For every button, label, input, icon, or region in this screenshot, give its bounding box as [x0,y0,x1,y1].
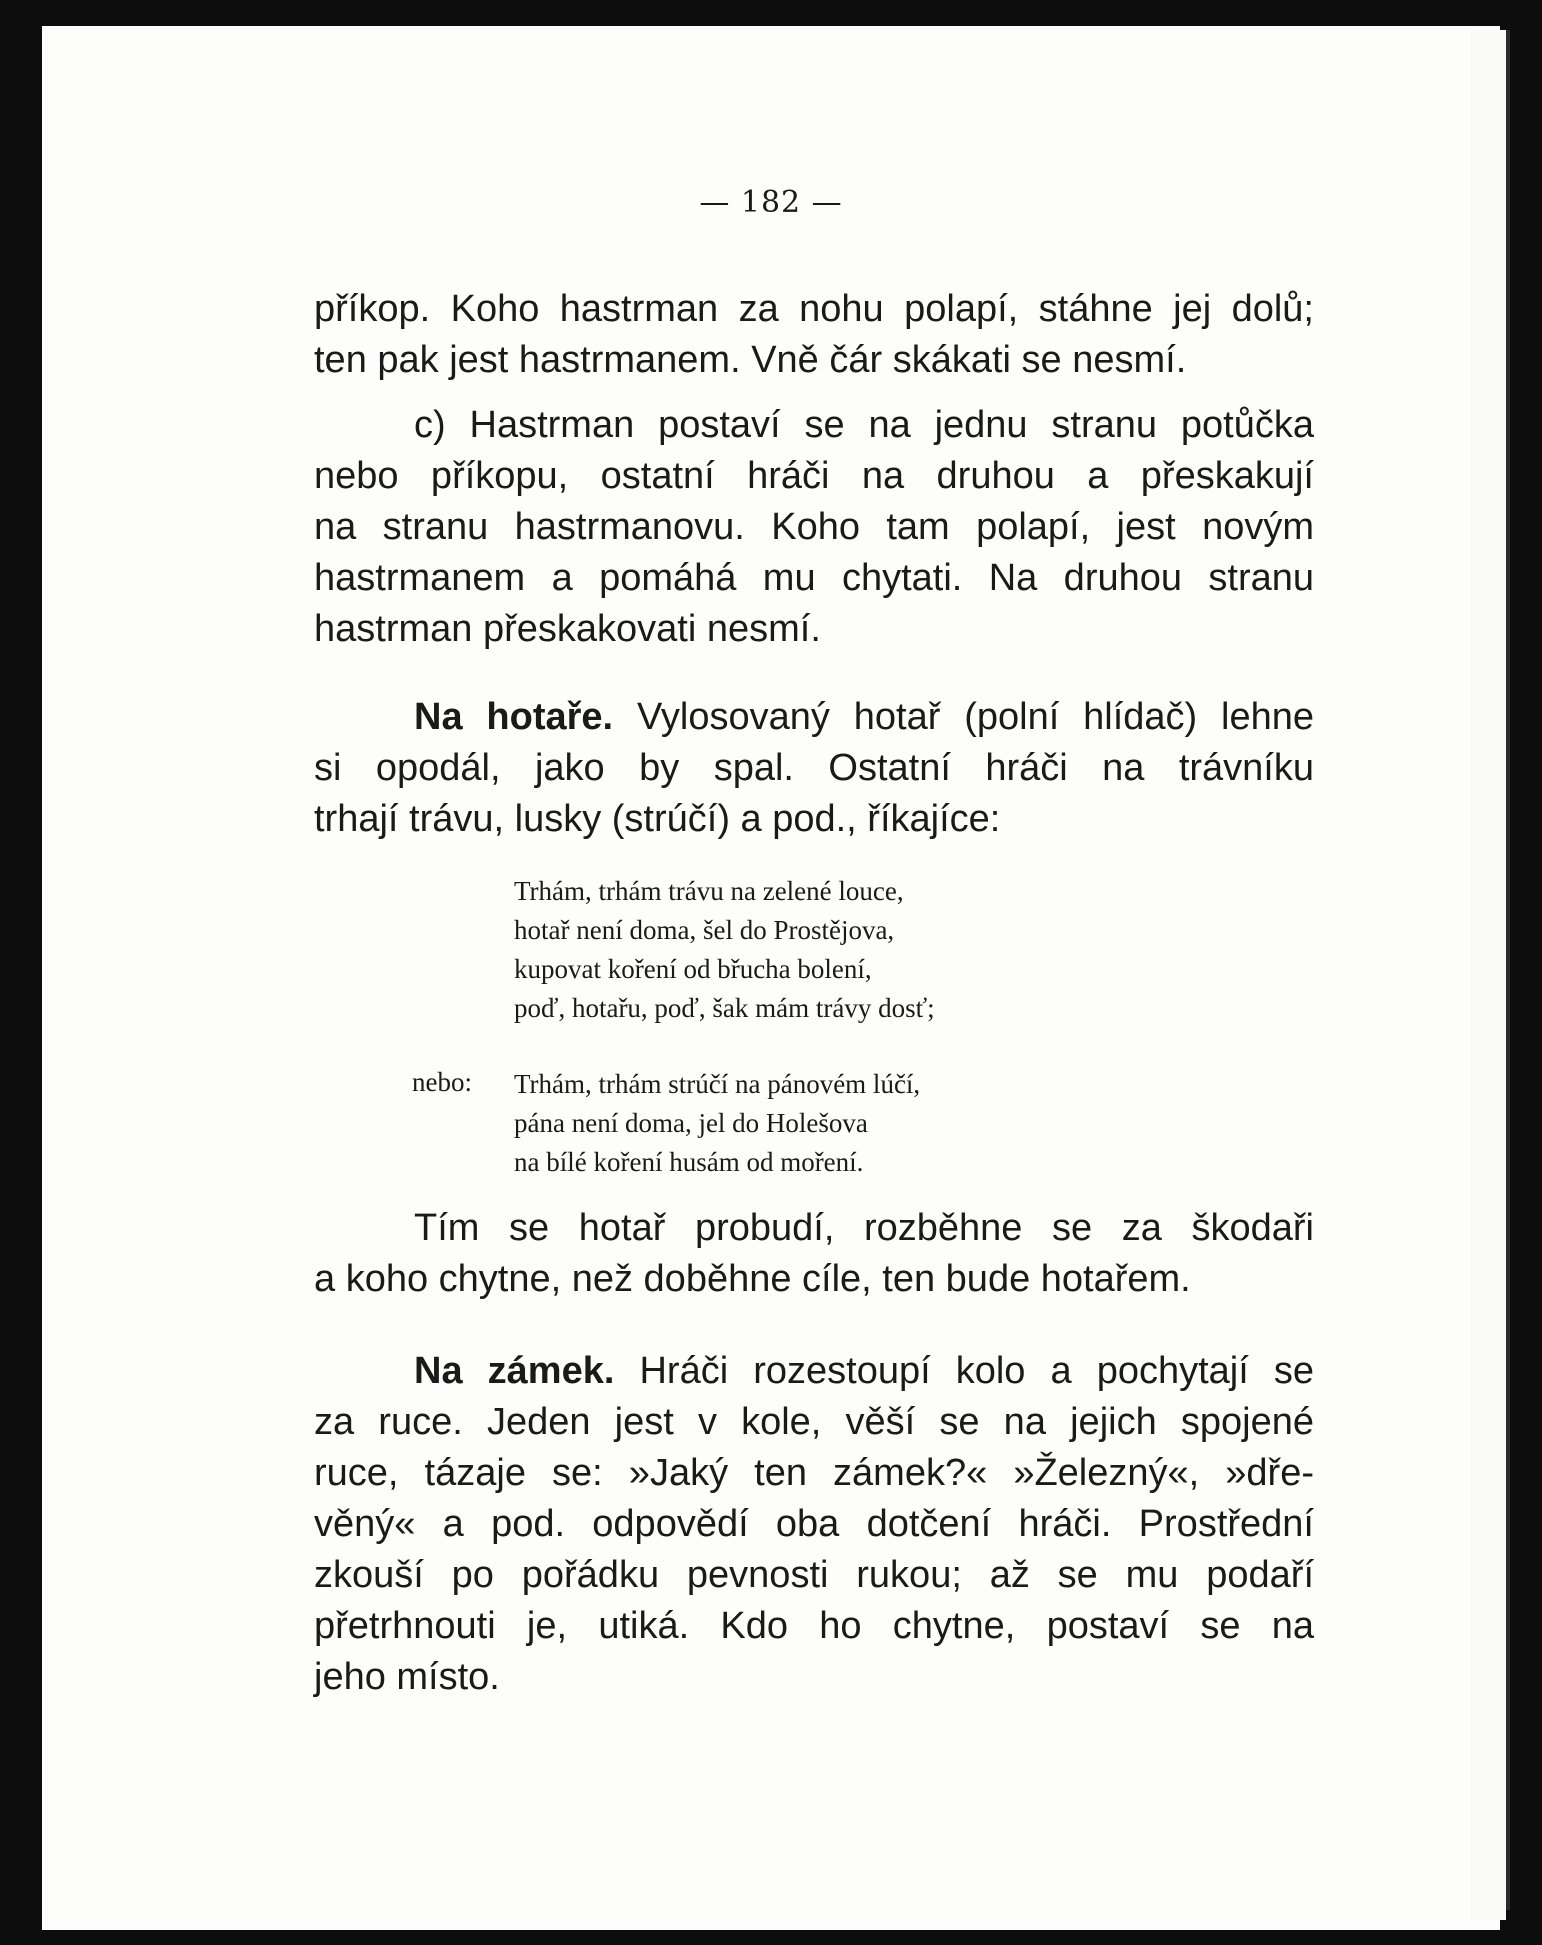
paragraph-4 [314,1203,1314,1305]
section-heading: Na hotaře. [414,696,614,738]
verse-line: Trhám, trhám strúčí na pánovém lúčí, [514,1069,921,1099]
text-line: si opodál, jako by spal. Ostatní hráči na trávníku [314,747,1314,789]
page-number: — 182 — [699,185,843,220]
paragraph-2 [314,400,1314,655]
paragraph-na-zamek [314,1346,1314,1703]
section-heading: Na zámek. [414,1350,615,1392]
text-line [314,692,1314,743]
text-line: hastrmanem a pomáhá mu chytati. Na druhou stranu [314,557,1314,599]
verse-line: poď, hotařu, poď, šak mám trávy dosť; [514,993,935,1023]
verse-line: hotař není doma, šel do Prostějova, [514,915,895,945]
page-edge [1470,30,1506,1920]
text-line: hastrman přeskakovati nesmí. [314,608,821,650]
text-line: přetrhnouti je, utiká. Kdo ho chytne, postaví se na [314,1605,1314,1647]
text-run: Vylosovaný hotař (polní hlídač) lehne [613,696,1314,738]
text-line: jeho místo. [314,1656,500,1698]
paragraph-1 [314,284,1314,386]
text-line: ten pak jest hastrmanem. Vně čár skákati se nesmí. [314,339,1187,381]
text-line: c) Hastrman postaví se na jednu stranu potůčka [414,404,1314,446]
text-line: na stranu hastrmanovu. Koho tam polapí, jest novým [314,506,1314,548]
text-line: Tím se hotař probudí, rozběhne se za škodaři [414,1207,1314,1249]
text-line: za ruce. Jeden jest v kole, věší se na jejich spojené [314,1401,1314,1443]
text-line: trhají trávu, lusky (strúčí) a pod., říkajíce: [314,798,1001,840]
verse-2-label: nebo: [412,1067,472,1097]
verse-2 [514,1065,920,1182]
verse-line: Trhám, trhám trávu na zelené louce, [514,876,904,906]
text-line [314,1346,1314,1397]
text-line: ruce, tázaje se: »Jaký ten zámek?« »Železný«, »dře- [314,1452,1314,1494]
verse-1 [514,872,935,1028]
text-line: příkop. Koho hastrman za nohu polapí, stáhne jej dolů; [314,288,1314,330]
paragraph-na-hotare [314,692,1314,845]
text-line: a koho chytne, než doběhne cíle, ten bude hotařem. [314,1258,1191,1300]
text-line: věný« a pod. odpovědí oba dotčení hráči. Prostřední [314,1503,1314,1545]
verse-line: pána není doma, jel do Holešova [514,1108,868,1138]
text-run: Hráči rozestoupí kolo a pochytají se [614,1350,1315,1392]
verse-line: kupovat koření od břucha bolení, [514,954,872,984]
verse-line: na bílé koření husám od moření. [514,1147,864,1177]
binding-shadow [1506,30,1510,1910]
text-line: nebo příkopu, ostatní hráči na druhou a přeskakují [314,455,1314,497]
text-line: zkouší po pořádku pevnosti rukou; až se mu podaří [314,1554,1314,1596]
